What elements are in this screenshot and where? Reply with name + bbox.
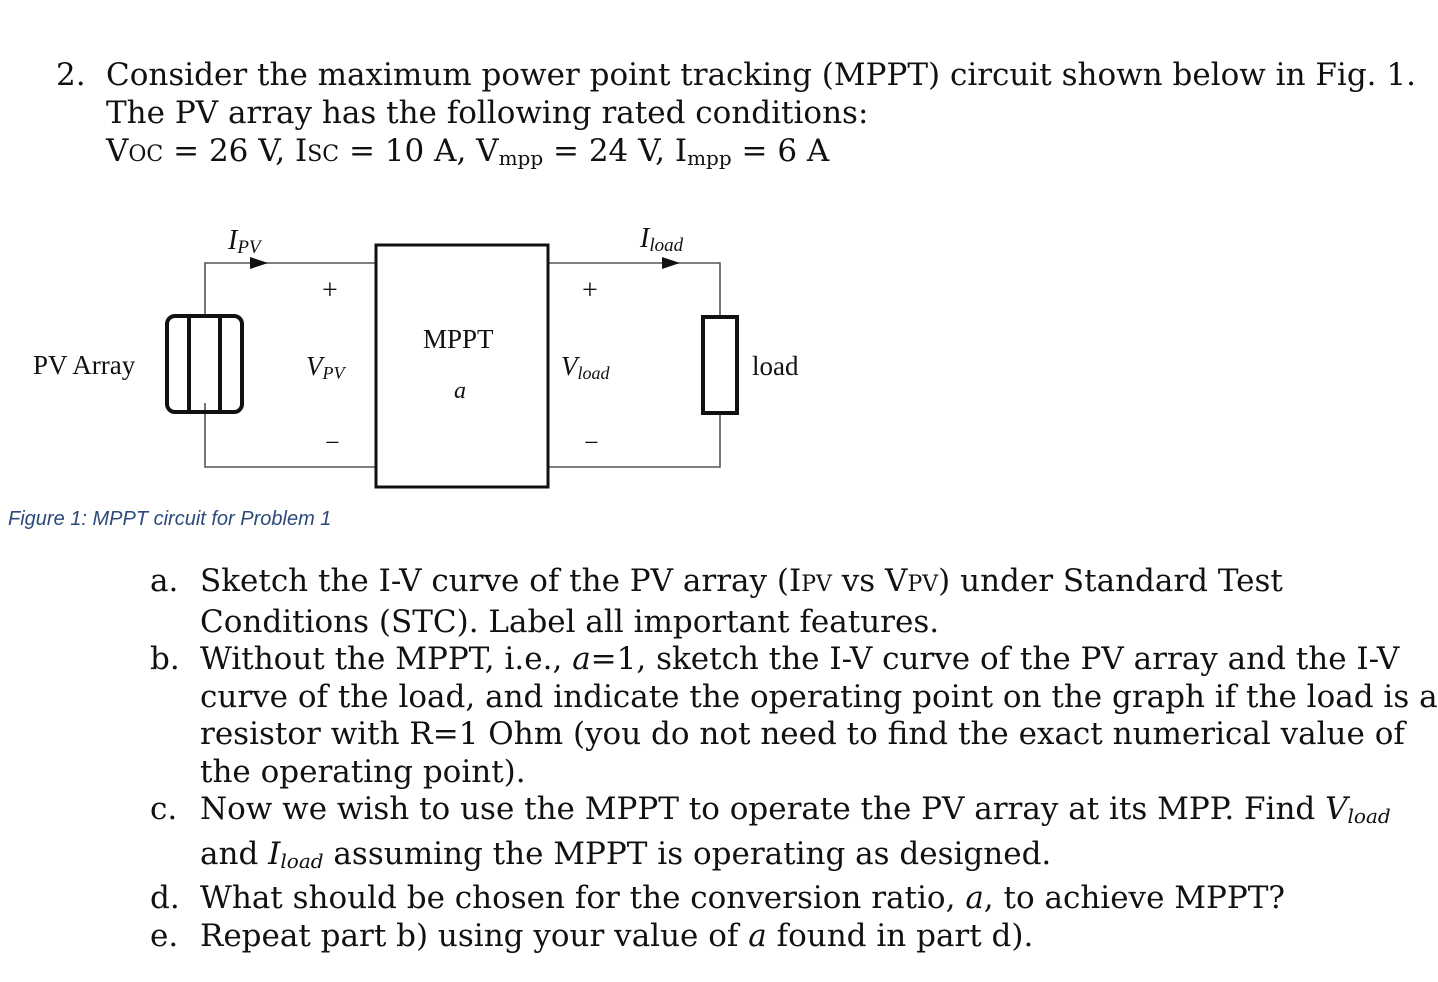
isc-subscript: SC xyxy=(307,142,340,167)
part-a-line-2: Conditions (STC). Label all important features. xyxy=(200,603,940,640)
vmpp-subscript: mpp xyxy=(498,146,544,170)
ipv-arrow xyxy=(250,257,268,269)
mppt-circuit-diagram xyxy=(0,205,830,505)
wire-top-right xyxy=(548,263,720,317)
minus-left: − xyxy=(325,428,340,457)
impp-value: = 6 A xyxy=(731,133,830,169)
problem-number: 2. xyxy=(56,57,86,93)
part-d-line-1: What should be chosen for the conversion ratio, a, to achieve MPPT? xyxy=(200,880,1286,916)
sub-questions xyxy=(150,563,1438,955)
part-d-label: d. xyxy=(150,880,180,916)
impp-subscript: mpp xyxy=(687,146,732,170)
part-d xyxy=(150,880,1286,918)
pv-array-label: PV Array xyxy=(33,350,136,380)
part-c-label: c. xyxy=(150,791,178,827)
part-c-line-1: Now we wish to use the MPPT to operate the PV array at its MPP. Find $V_{load}$ xyxy=(200,791,1391,828)
iload-label: Iload xyxy=(640,223,684,256)
part-b-line-3: resistor with R=1 Ohm (you do not need to find the exact numerical value of xyxy=(200,716,1405,752)
figure-caption: Figure 1: MPPT circuit for Problem 1 xyxy=(8,508,332,530)
wire-top-left xyxy=(205,263,376,315)
problem-line-2: The PV array has the following rated conditions: xyxy=(106,95,869,131)
wire-bottom-right xyxy=(548,413,720,467)
problem-body xyxy=(106,56,1416,177)
iload-arrow xyxy=(662,257,680,269)
vload-label: Vload xyxy=(561,351,610,383)
part-e-label: e. xyxy=(150,917,179,954)
part-a xyxy=(150,563,1283,641)
load-label: load xyxy=(752,351,799,381)
part-a-line-1: Sketch the I-V curve of the PV array (IPV vs VPV) under Standard Test xyxy=(200,563,1283,599)
part-b-line-2: curve of the load, and indicate the operating point on the graph if the load is a xyxy=(200,678,1438,715)
mppt-label: MPPT xyxy=(423,324,494,354)
impp-symbol: I xyxy=(674,133,688,169)
part-b-line-4: the operating point). xyxy=(200,753,526,790)
conversion-ratio-symbol: a xyxy=(454,378,466,404)
voc-value: = 26 V, xyxy=(163,133,295,169)
voc-symbol: V xyxy=(106,133,129,169)
vpv-label: VPV xyxy=(306,351,345,383)
minus-right: − xyxy=(584,428,599,457)
load-resistor xyxy=(703,317,737,413)
isc-symbol: I xyxy=(294,133,308,169)
part-e xyxy=(150,918,1270,956)
vmpp-symbol: V xyxy=(476,133,499,169)
part-c xyxy=(150,791,1391,880)
isc-value: = 10 A, xyxy=(339,133,477,169)
part-b-line-1: Without the MPPT, i.e., a=1, sketch the I-V curve of the PV array and the I-V xyxy=(200,641,1400,677)
vmpp-value: = 24 V, xyxy=(543,133,675,169)
voc-subscript: OC xyxy=(128,142,164,167)
ipv-label: IPV xyxy=(228,225,261,258)
plus-left: + xyxy=(322,275,338,306)
part-a-label: a. xyxy=(150,563,179,599)
pv-array-symbol xyxy=(167,316,242,412)
mppt-box xyxy=(376,245,548,487)
part-b xyxy=(150,641,1438,791)
part-b-label: b. xyxy=(150,641,180,677)
part-e-line-1: Repeat part b) using your value of a found in part d). xyxy=(200,917,1034,954)
part-c-line-2: and $I_{load}$ assuming the MPPT is operating as designed. xyxy=(200,835,1052,873)
plus-right: + xyxy=(582,275,598,306)
problem-line-1: Consider the maximum power point tracking (MPPT) circuit shown below in Fig. 1. xyxy=(106,57,1416,93)
rated-conditions xyxy=(106,132,1276,177)
